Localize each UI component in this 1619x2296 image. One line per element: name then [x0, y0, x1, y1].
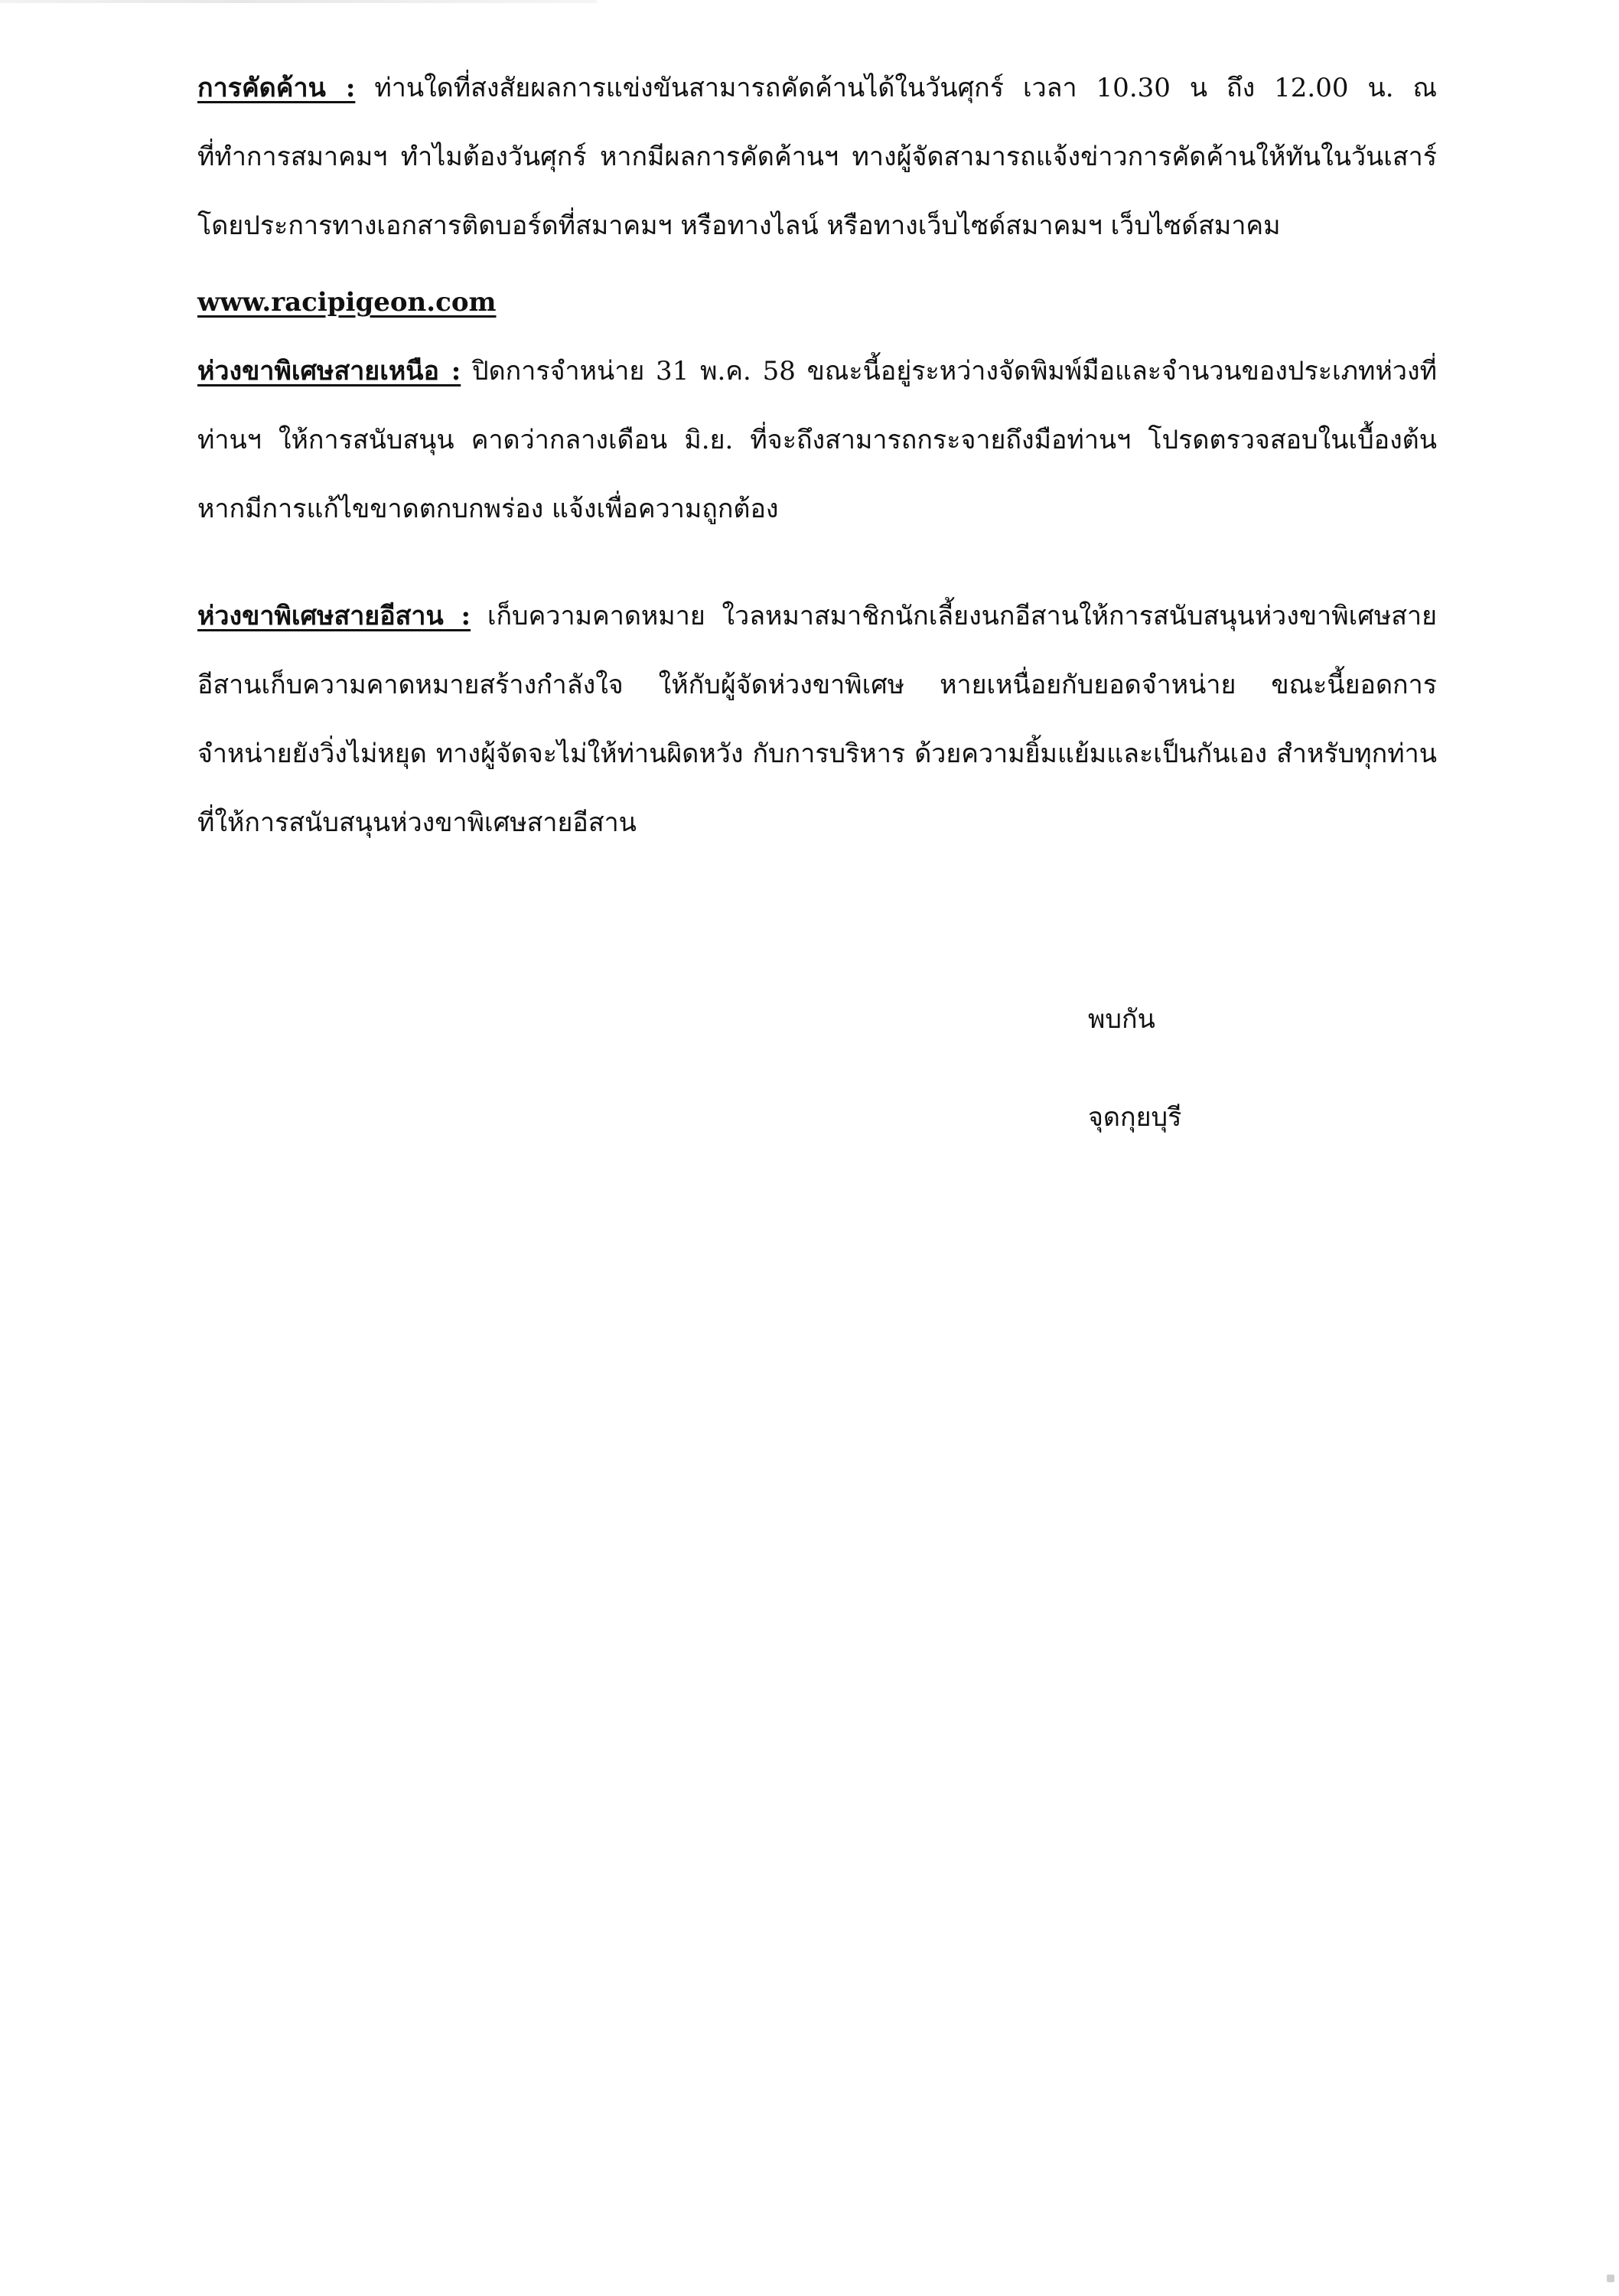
isan-ring-body: เก็บความคาดหมาย ใวลหมาสมาชิกนักเลี้ยงนกอีสานให้การสนับสนุนห่วงขาพิเศษสายอีสานเก็บความคาดหมายสร้างกำลังใจ ให้กับผู้จัดห่วงขาพิเศษ หายเหนื่อยกับยอดจำหน่าย ขณะนี้ยอดการจำหน่ายยังวิ่งไม่หยุด ทางผู้จัดจะไม่ให้ท่านผิดหวัง กับการบริหาร ด้วยความยิ้มแย้มและเป็นกันเอง สำหรับทุกท่านที่ให้การสนับสนุนห่วงขาพิเศษสายอีสาน: [197, 601, 1437, 838]
website-link[interactable]: www.racipigeon.com: [197, 287, 497, 318]
north-ring-body: ปิดการจำหน่าย 31 พ.ค. 58 ขณะนี้อยู่ระหว่างจัดพิมพ์มือและจำนวนของประเภทห่วงที่ท่านฯ ให้การสนับสนุน คาดว่ากลางเดือน มิ.ย. ที่จะถึงสามารถกระจายถึงมือท่านฯ โปรดตรวจสอบในเบื้องต้น หากมีการแก้ไขขาดตกบกพร่อง แจ้งเพื่อความถูกต้อง: [197, 356, 1437, 524]
objection-heading: การคัดค้าน :: [197, 73, 356, 103]
north-ring-heading: ห่วงขาพิเศษสายเหนือ :: [197, 356, 461, 386]
scan-speck: [1607, 2275, 1614, 2282]
closing-greeting: พบกัน: [1088, 1004, 1155, 1035]
objection-body: ท่านใดที่สงสัยผลการแข่งขันสามารถคัดค้านได้ในวันศุกร์ เวลา 10.30 น ถึง 12.00 น. ณ ที่ทำการสมาคมฯ ทำไมต้องวันศุกร์ หากมีผลการคัดค้านฯ ทางผู้จัดสามารถแจ้งข่าวการคัดค้านให้ทันในวันเสาร์ โดยประการทางเอกสารติดบอร์ดที่สมาคมฯ หรือทางไลน์ หรือทางเว็บไซด์สมาคมฯ เว็บไซด์สมาคม: [197, 73, 1437, 241]
objection-paragraph: [197, 54, 1437, 260]
north-ring-paragraph: [197, 337, 1437, 543]
isan-ring-heading: ห่วงขาพิเศษสายอีสาน :: [197, 601, 471, 631]
isan-ring-paragraph: [197, 582, 1437, 857]
scan-edge-mark: [0, 0, 597, 3]
closing-location: จุดกุยบุรี: [1088, 1102, 1182, 1133]
